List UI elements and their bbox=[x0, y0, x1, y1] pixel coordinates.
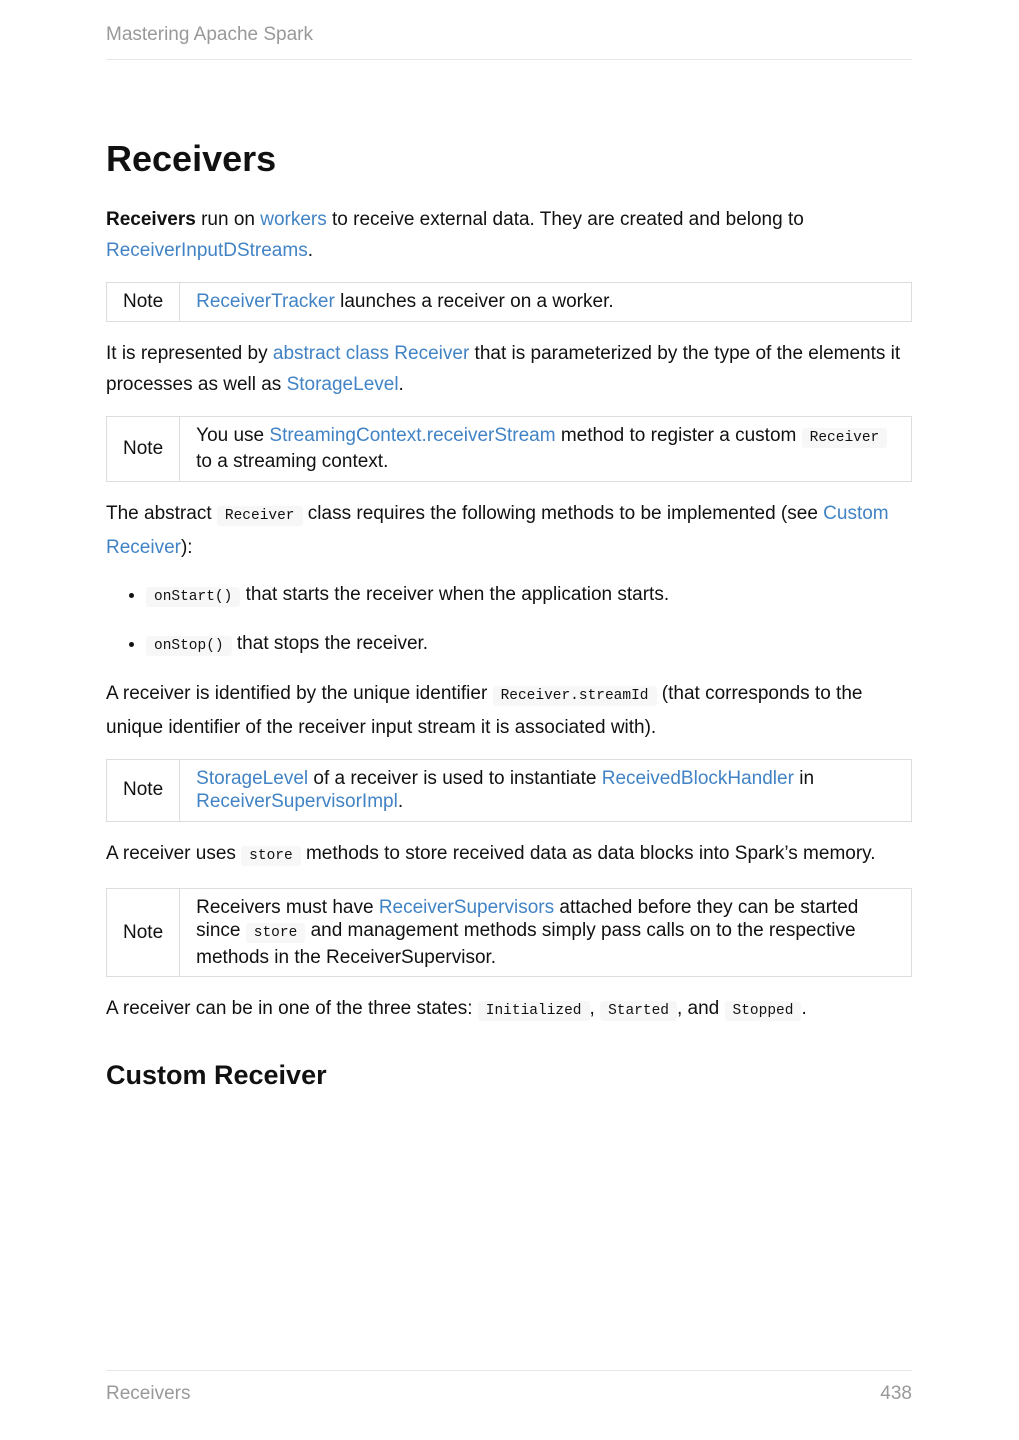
abstract-methods-paragraph bbox=[106, 498, 912, 563]
para3-text-3: ): bbox=[180, 536, 193, 558]
receiver-input-dstreams-link[interactable]: ReceiverInputDStreams bbox=[106, 240, 308, 261]
on-stop-code: onStop() bbox=[146, 636, 232, 656]
para6-text-3: , and bbox=[676, 998, 725, 1019]
page-number: 438 bbox=[880, 1383, 912, 1404]
abstract-class-receiver-link[interactable]: abstract class Receiver bbox=[272, 342, 470, 364]
main-content bbox=[106, 138, 912, 1091]
para3-text-1: The abstract bbox=[106, 502, 217, 524]
para5-text-1: A receiver uses bbox=[106, 842, 242, 864]
store-code: store bbox=[241, 846, 301, 866]
para4-text-2: (that corresponds to the unique identifier of the receiver input stream it is associated with). bbox=[106, 682, 863, 738]
receiver-tracker-link[interactable]: ReceiverTracker bbox=[196, 291, 335, 312]
note-label: Note bbox=[107, 760, 180, 821]
custom-receiver-heading: Custom Receiver bbox=[106, 1060, 327, 1090]
para6-text-1: A receiver can be in one of the three states: bbox=[106, 998, 478, 1019]
para2-text-1: It is represented by bbox=[106, 342, 273, 364]
note2-text-3: to a streaming context. bbox=[196, 451, 389, 472]
note-label: Note bbox=[107, 889, 180, 977]
note-body bbox=[180, 889, 911, 977]
receiver-code: Receiver bbox=[217, 506, 303, 526]
para4-text-1: A receiver is identified by the unique identifier bbox=[106, 682, 493, 704]
receiver-supervisors-link[interactable]: ReceiverSupervisors bbox=[378, 896, 555, 918]
initialized-code: Initialized bbox=[478, 1001, 590, 1021]
list-item bbox=[146, 579, 912, 613]
storage-level-link[interactable]: StorageLevel bbox=[286, 373, 399, 395]
intro-paragraph bbox=[106, 204, 912, 266]
list-item-text: that starts the receiver when the application starts. bbox=[240, 583, 670, 605]
note-body bbox=[180, 760, 911, 821]
received-block-handler-link[interactable]: ReceivedBlockHandler bbox=[601, 767, 794, 789]
list-item bbox=[146, 628, 912, 662]
para6-text-4: . bbox=[801, 998, 807, 1019]
note-storage-level bbox=[106, 759, 912, 822]
para3-text-2: class requires the following methods to be implemented (see bbox=[302, 502, 824, 524]
states-paragraph bbox=[106, 993, 912, 1027]
intro-bold: Receivers bbox=[106, 209, 196, 230]
store-code: store bbox=[246, 923, 306, 943]
on-start-code: onStart() bbox=[146, 587, 240, 607]
note3-text-2: in bbox=[793, 767, 815, 789]
para2-text-2: that is parameterized by the type of the elements it processes as well as bbox=[106, 342, 901, 395]
note2-text-2: method to register a custom bbox=[555, 424, 802, 446]
note-receiver-stream bbox=[106, 416, 912, 482]
intro-text-3: . bbox=[307, 240, 313, 261]
stream-id-paragraph bbox=[106, 678, 912, 743]
receiver-supervisor-impl-link[interactable]: ReceiverSupervisorImpl bbox=[196, 791, 398, 812]
store-paragraph bbox=[106, 838, 912, 872]
workers-link[interactable]: workers bbox=[260, 209, 327, 230]
note-label: Note bbox=[107, 417, 180, 481]
book-title: Mastering Apache Spark bbox=[106, 24, 314, 45]
note-receiver-tracker bbox=[106, 282, 912, 322]
note3-text-1: of a receiver is used to instantiate bbox=[308, 767, 602, 789]
note-body bbox=[180, 417, 911, 481]
note-receiver-supervisors bbox=[106, 888, 912, 978]
page-title: Receivers bbox=[106, 138, 277, 179]
para6-text-2: , bbox=[589, 998, 601, 1019]
receiver-stream-link[interactable]: StreamingContext.receiverStream bbox=[269, 424, 556, 446]
intro-text-2: to receive external data. They are created and belong to bbox=[326, 209, 804, 230]
list-item-text: that stops the receiver. bbox=[231, 632, 429, 654]
note4-text-1: Receivers must have bbox=[196, 896, 379, 918]
note3-text-3: . bbox=[397, 791, 404, 812]
note2-text-1: You use bbox=[196, 424, 270, 446]
page-header bbox=[106, 24, 912, 60]
para5-text-2: methods to store received data as data blocks into Spark’s memory. bbox=[300, 842, 876, 864]
note4-text-2: attached before they can be started since bbox=[196, 896, 859, 941]
stopped-code: Stopped bbox=[725, 1001, 802, 1021]
note1-text: launches a receiver on a worker. bbox=[334, 291, 614, 312]
started-code: Started bbox=[600, 1001, 677, 1021]
representation-paragraph bbox=[106, 338, 912, 400]
page-footer bbox=[106, 1370, 912, 1405]
para2-text-3: . bbox=[398, 373, 404, 395]
note4-text-3: and management methods simply pass calls on to the respective methods in the ReceiverSupervisor. bbox=[196, 920, 856, 968]
intro-text-1: run on bbox=[195, 209, 261, 230]
note-label: Note bbox=[107, 283, 180, 321]
footer-chapter: Receivers bbox=[106, 1383, 191, 1404]
storage-level-link[interactable]: StorageLevel bbox=[196, 767, 309, 789]
receiver-code: Receiver bbox=[802, 428, 888, 448]
stream-id-code: Receiver.streamId bbox=[493, 686, 657, 706]
methods-list bbox=[106, 579, 912, 662]
note-body bbox=[180, 283, 911, 321]
custom-receiver-link[interactable]: Custom Receiver bbox=[106, 502, 889, 558]
